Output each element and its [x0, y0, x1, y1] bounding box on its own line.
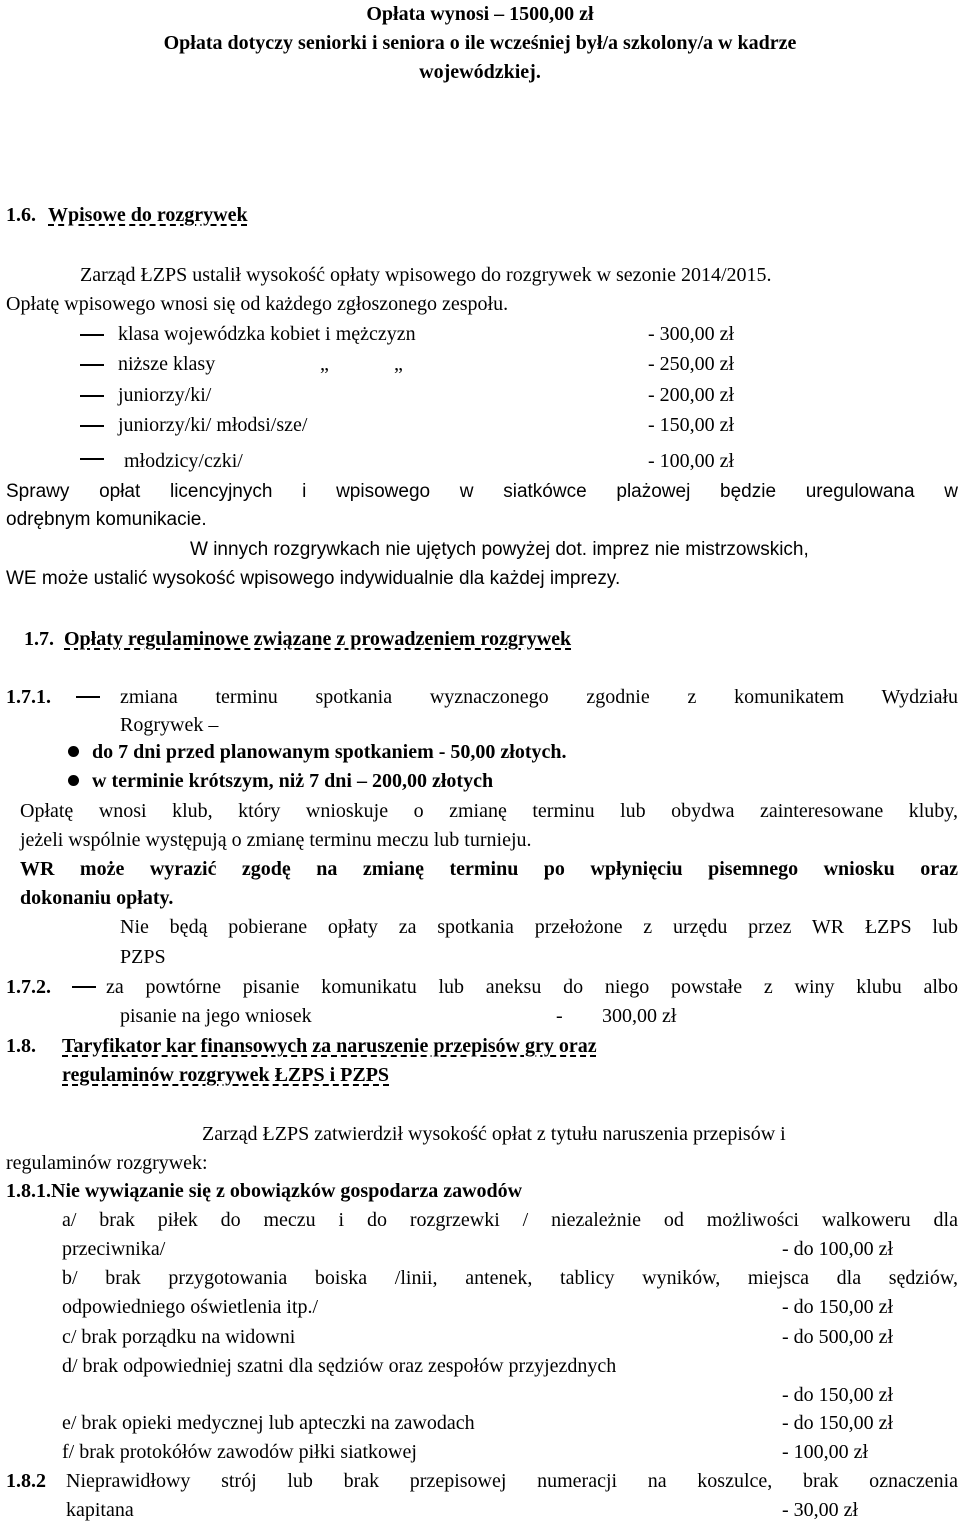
- bullet-text: w terminie krótszym, niż 7 dni – 200,00 złotych: [92, 770, 494, 792]
- bullet-dot: [68, 775, 79, 786]
- section-title: Opłaty regulaminowe związane z prowadzeniem rozgrywek: [64, 628, 572, 650]
- section-title: Taryfikator kar finansowych za naruszenie przepisów gry oraz: [62, 1035, 597, 1057]
- penalty-item: b/ brak przygotowania boiska /linii, antenek, tablicy wyników, miejsca dla sędziów,: [62, 1267, 958, 1289]
- penalty-item: Nieprawidłowy strój lub brak przepisowej numeracji na koszulce, brak oznaczenia: [66, 1470, 958, 1492]
- fee-label: klasa wojewódzka kobiet i mężczyzn: [118, 323, 416, 345]
- penalty-item: f/ brak protokółów zawodów piłki siatkowej: [62, 1441, 417, 1463]
- paragraph: W innych rozgrywkach nie ujętych powyżej dot. imprez nie mistrzowskich,: [190, 539, 809, 560]
- section-number: 1.7.: [24, 628, 54, 650]
- paragraph: odrębnym komunikacie.: [6, 509, 207, 530]
- fee-line: Opłata wynosi – 1500,00 zł: [366, 3, 594, 25]
- penalty-item: d/ brak odpowiedniej szatni dla sędziów oraz zespołów przyjezdnych: [62, 1355, 617, 1377]
- dash-bullet: [80, 458, 104, 460]
- subsection-heading: 1.8.1.Nie wywiązanie się z obowiązków gospodarza zawodów: [6, 1180, 523, 1202]
- paragraph: Sprawy opłat licencyjnych i wpisowego w siatkówce plażowej będzie uregulowana w: [6, 481, 958, 502]
- paragraph: Nie będą pobierane opłaty za spotkania przełożone z urzędu przez WR ŁZPS lub: [120, 916, 958, 938]
- fee-amount: - 150,00 zł: [648, 414, 735, 436]
- paragraph: Zarząd ŁZPS zatwierdził wysokość opłat z tytułu naruszenia przepisów i: [202, 1123, 786, 1145]
- penalty-item: a/ brak piłek do meczu i do rozgrzewki / niezależnie od możliwości walkoweru dla: [62, 1209, 958, 1231]
- section-title: Wpisowe do rozgrywek: [48, 204, 248, 226]
- penalty-item: przeciwnika/: [62, 1238, 166, 1260]
- amount-dash: -: [556, 1005, 563, 1027]
- paragraph: jeżeli wspólnie występują o zmianę terminu meczu lub turnieju.: [20, 829, 532, 851]
- paragraph: WE może ustalić wysokość wpisowego indywidualnie dla każdej imprezy.: [6, 568, 621, 589]
- paragraph-bold: WR może wyrazić zgodę na zmianę terminu po wpłynięciu pisemnego wniosku oraz: [20, 858, 958, 880]
- dash-bullet: [80, 395, 104, 397]
- penalty-amount: - do 150,00 zł: [782, 1412, 894, 1434]
- item-number: 1.7.1.: [6, 686, 51, 708]
- penalty-item: e/ brak opieki medycznej lub apteczki na zawodach: [62, 1412, 475, 1434]
- item-number: 1.8.2: [6, 1470, 46, 1492]
- bullet-text: do 7 dni przed planowanym spotkaniem - 50,00 złotych.: [92, 741, 567, 763]
- paragraph: regulaminów rozgrywek:: [6, 1152, 208, 1174]
- section-title-line-2: regulaminów rozgrywek ŁZPS i PZPS: [62, 1064, 390, 1086]
- fee-condition-line: Opłata dotyczy seniorki i seniora o ile wcześniej był/a szkolony/a w kadrze: [163, 32, 797, 54]
- paragraph: Zarząd ŁZPS ustalił wysokość opłaty wpisowego do rozgrywek w sezonie 2014/2015.: [80, 264, 772, 286]
- item-text: Rogrywek –: [120, 714, 219, 736]
- penalty-item: kapitana: [66, 1499, 134, 1521]
- fee-condition-line-2: wojewódzkiej.: [419, 61, 541, 83]
- paragraph: PZPS: [120, 946, 166, 968]
- dash-bullet: [80, 425, 104, 427]
- bullet-dot: [68, 746, 79, 757]
- dash-bullet: [72, 986, 96, 988]
- penalty-amount: - do 500,00 zł: [782, 1326, 894, 1348]
- fee-label: niższe klasy: [118, 353, 216, 375]
- penalty-amount: - do 150,00 zł: [782, 1296, 894, 1318]
- ditto-mark: „: [394, 353, 403, 375]
- fee-amount: - 300,00 zł: [648, 323, 735, 345]
- fee-amount: - 100,00 zł: [648, 450, 735, 472]
- penalty-item: c/ brak porządku na widowni: [62, 1326, 296, 1348]
- fee-label: młodzicy/czki/: [124, 450, 243, 472]
- paragraph: Opłatę wpisowego wnosi się od każdego zgłoszonego zespołu.: [6, 293, 509, 315]
- penalty-amount: - 30,00 zł: [782, 1499, 859, 1521]
- item-text: pisanie na jego wniosek: [120, 1005, 312, 1027]
- dash-bullet: [80, 334, 104, 336]
- section-number: 1.6.: [6, 204, 36, 226]
- fee-label: juniorzy/ki/ młodsi/sze/: [118, 414, 308, 436]
- penalty-amount: - do 100,00 zł: [782, 1238, 894, 1260]
- item-number: 1.7.2.: [6, 976, 51, 998]
- penalty-amount: - 100,00 zł: [782, 1441, 869, 1463]
- fee-amount: - 250,00 zł: [648, 353, 735, 375]
- item-text: za powtórne pisanie komunikatu lub aneksu do niego powstałe z winy klubu albo: [106, 976, 958, 998]
- paragraph: Opłatę wnosi klub, który wnioskuje o zmianę terminu lub obydwa zainteresowane kluby,: [20, 800, 958, 822]
- item-amount: 300,00 zł: [602, 1005, 677, 1027]
- penalty-amount: - do 150,00 zł: [782, 1384, 894, 1406]
- ditto-mark: „: [320, 353, 329, 375]
- item-text: zmiana terminu spotkania wyznaczonego zgodnie z komunikatem Wydziału: [120, 686, 958, 708]
- penalty-item: odpowiedniego oświetlenia itp./: [62, 1296, 319, 1318]
- fee-amount: - 200,00 zł: [648, 384, 735, 406]
- section-number: 1.8.: [6, 1035, 36, 1057]
- fee-label: juniorzy/ki/: [118, 384, 212, 406]
- paragraph-bold: dokonaniu opłaty.: [20, 887, 174, 909]
- dash-bullet: [76, 696, 100, 698]
- dash-bullet: [80, 364, 104, 366]
